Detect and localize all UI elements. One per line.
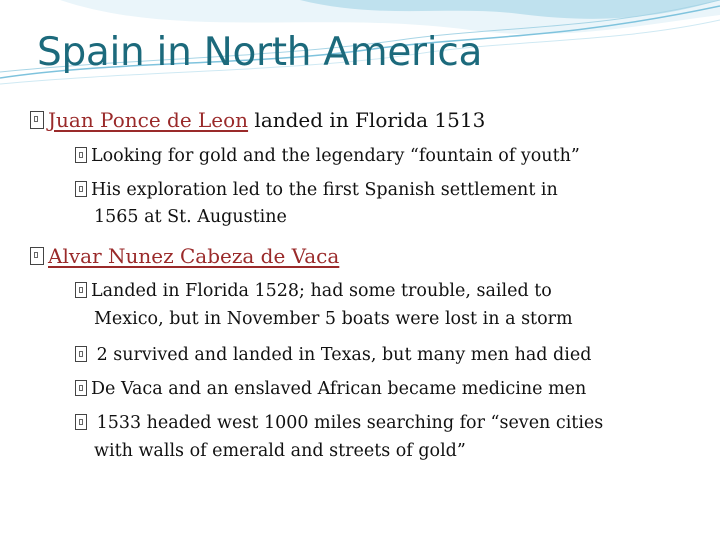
- bullet-text: landed in Florida 1513: [248, 108, 486, 132]
- missing-glyph-box-icon: [75, 147, 87, 163]
- bullet-highlight-link[interactable]: Juan Ponce de Leon: [48, 108, 249, 132]
- missing-glyph-box-icon: [75, 181, 87, 197]
- bullet-item: [30, 108, 485, 132]
- sub-bullet-item: [75, 413, 603, 433]
- sub-bullet-text: His exploration led to the first Spanish settlement in: [91, 180, 558, 200]
- missing-glyph-box-icon: [30, 247, 44, 265]
- missing-glyph-box-icon: [75, 380, 87, 396]
- page-title: Spain in North America: [37, 30, 483, 75]
- sub-bullet-item: [75, 180, 558, 200]
- sub-bullet-text: 2 survived and landed in Texas, but many men had died: [91, 345, 592, 365]
- sub-bullet-continuation: with walls of emerald and streets of gold”: [94, 441, 466, 461]
- sub-bullet-continuation: 1565 at St. Augustine: [94, 207, 287, 227]
- sub-bullet-item: [75, 281, 552, 301]
- sub-bullet-text: De Vaca and an enslaved African became medicine men: [91, 379, 587, 399]
- missing-glyph-box-icon: [75, 346, 87, 362]
- bullet-item: [30, 244, 339, 268]
- missing-glyph-box-icon: [75, 414, 87, 430]
- sub-bullet-continuation: Mexico, but in November 5 boats were lost in a storm: [94, 309, 573, 329]
- missing-glyph-box-icon: [30, 111, 44, 129]
- bullet-highlight-link[interactable]: Alvar Nunez Cabeza de Vaca: [48, 244, 340, 268]
- sub-bullet-item: [75, 345, 591, 365]
- sub-bullet-text: Looking for gold and the legendary “fountain of youth”: [91, 146, 580, 166]
- sub-bullet-text: Landed in Florida 1528; had some trouble, sailed to: [91, 281, 552, 301]
- sub-bullet-text: 1533 headed west 1000 miles searching for “seven cities: [91, 413, 604, 433]
- sub-bullet-item: [75, 146, 580, 166]
- sub-bullet-item: [75, 379, 586, 399]
- missing-glyph-box-icon: [75, 282, 87, 298]
